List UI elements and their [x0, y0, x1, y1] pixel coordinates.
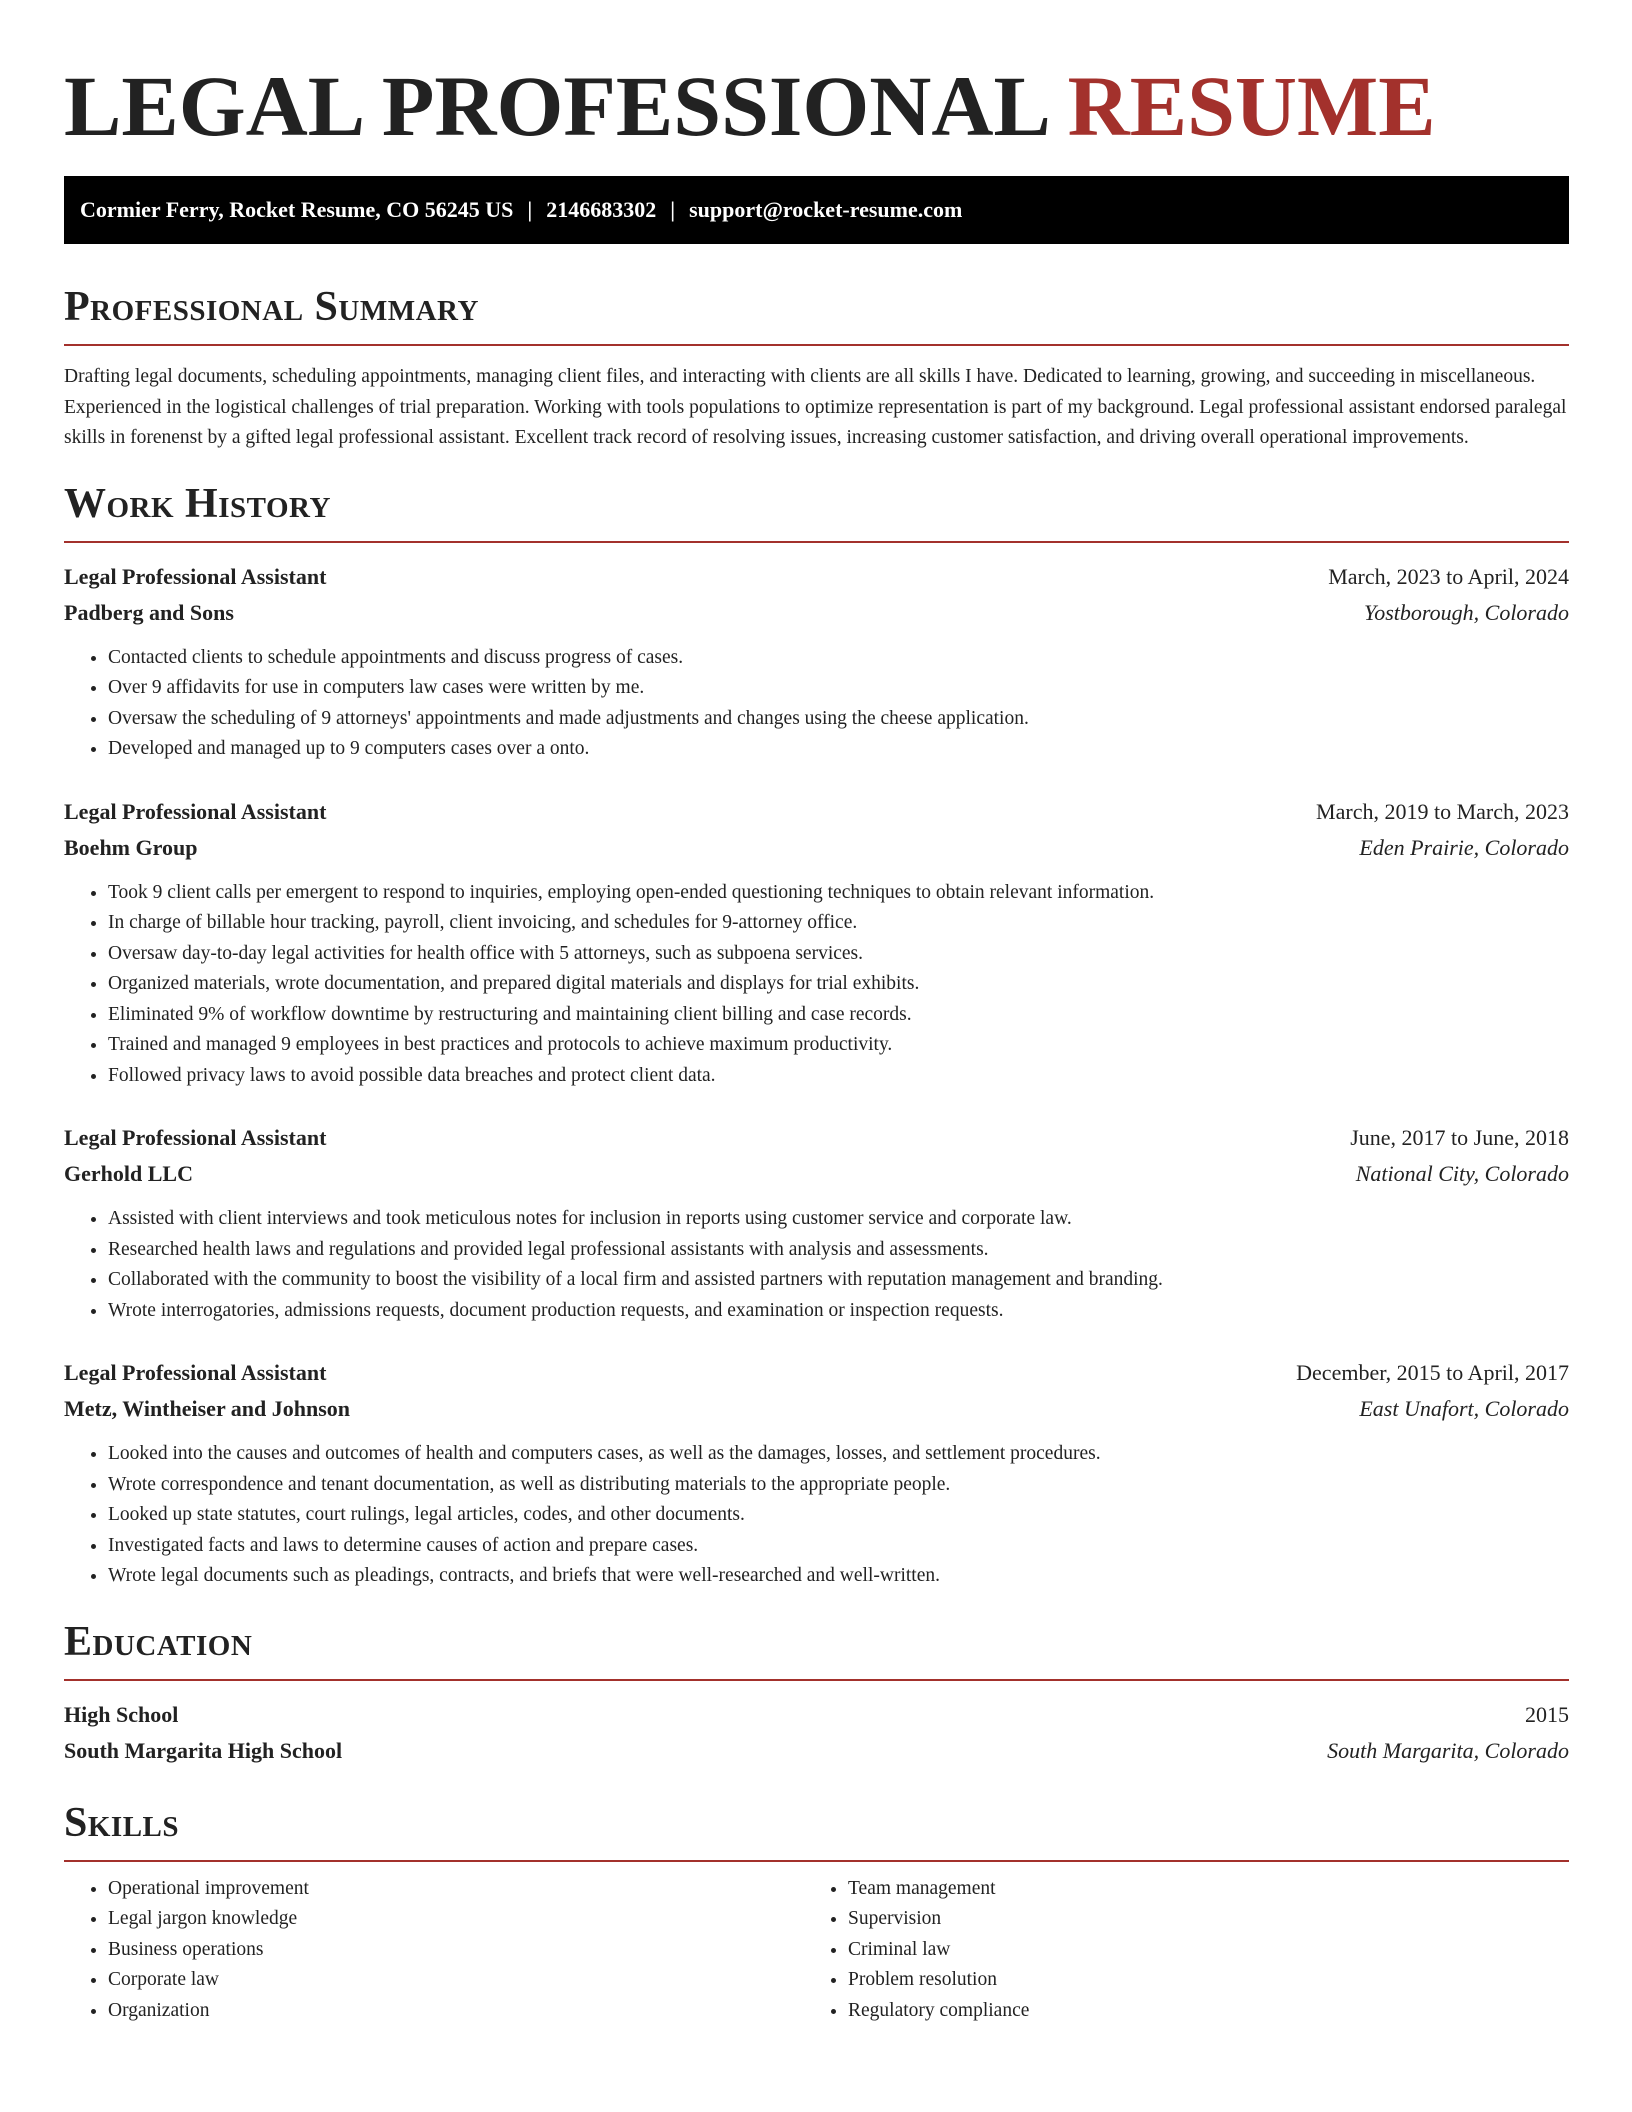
job-entry	[64, 1120, 1569, 1326]
list-item: • Wrote correspondence and tenant documentation, as well as distributing materials to the appropriate people.	[108, 1470, 1569, 1501]
summary-section	[64, 282, 1569, 454]
skill-item: • Criminal law	[848, 1935, 1544, 1966]
job-title: Legal Professional Assistant	[64, 798, 327, 824]
list-item: • Took 9 client calls per emergent to respond to inquiries, employing open-ended questioning techniques to obtain relevant information.	[108, 878, 1569, 909]
contact-email: support@rocket-resume.com	[689, 197, 963, 222]
contact-bar	[64, 176, 1569, 244]
job-header-row	[64, 1355, 1569, 1391]
section-divider	[64, 344, 1569, 346]
job-company-row	[64, 1391, 1569, 1427]
list-item: • Oversaw day-to-day legal activities for health office with 5 attorneys, such as subpoena services.	[108, 939, 1569, 970]
job-title: Legal Professional Assistant	[64, 563, 327, 589]
job-location: East Unafort, Colorado	[1359, 1396, 1569, 1421]
list-item: • Organized materials, wrote documentation, and prepared digital materials and displays for trial exhibits.	[108, 969, 1569, 1000]
skills-heading: Skills	[64, 1799, 180, 1846]
skills-column-left	[64, 1874, 804, 2027]
section-divider	[64, 1679, 1569, 1681]
resume-page	[64, 0, 1569, 2026]
summary-heading: Professional Summary	[64, 284, 479, 330]
job-dates: March, 2019 to March, 2023	[1316, 798, 1569, 824]
job-entry	[64, 559, 1569, 765]
list-item: • Developed and managed up to 9 computers cases over a onto.	[108, 734, 1569, 765]
skill-item: • Supervision	[848, 1904, 1544, 1935]
job-company: Metz, Wintheiser and Johnson	[64, 1396, 351, 1421]
job-bullets	[64, 1439, 1569, 1592]
resume-title	[64, 0, 1569, 156]
skill-item: • Operational improvement	[108, 1874, 804, 1905]
section-divider	[64, 541, 1569, 543]
job-company: Boehm Group	[64, 834, 198, 860]
job-bullets	[64, 1204, 1569, 1326]
education-school: South Margarita High School	[64, 1737, 343, 1763]
list-item: • Eliminated 9% of workflow downtime by restructuring and maintaining client billing and case records.	[108, 1000, 1569, 1031]
list-item: • Contacted clients to schedule appointments and discuss progress of cases.	[108, 643, 1569, 674]
job-title: Legal Professional Assistant	[64, 1360, 327, 1385]
job-title: Legal Professional Assistant	[64, 1125, 327, 1150]
job-company-row	[64, 1156, 1569, 1192]
job-company-row	[64, 595, 1569, 631]
list-item: • In charge of billable hour tracking, payroll, client invoicing, and schedules for 9-attorney office.	[108, 908, 1569, 939]
list-item: • Assisted with client interviews and took meticulous notes for inclusion in reports using customer service and corporate law.	[108, 1204, 1569, 1235]
contact-separator: |	[527, 197, 533, 222]
education-location: South Margarita, Colorado	[1327, 1737, 1569, 1763]
job-company-row	[64, 830, 1569, 866]
skill-item: • Regulatory compliance	[848, 1996, 1544, 2027]
skills-list	[804, 1874, 1544, 2027]
job-header-row	[64, 794, 1569, 830]
education-heading: Education	[64, 1618, 253, 1665]
list-item: • Oversaw the scheduling of 9 attorneys' appointments and made adjustments and changes using the cheese application.	[108, 704, 1569, 735]
list-item: • Wrote legal documents such as pleadings, contracts, and briefs that were well-researched and well-written.	[108, 1561, 1569, 1592]
job-entry	[64, 794, 1569, 1092]
list-item: • Collaborated with the community to boost the visibility of a local firm and assisted partners with reputation management and branding.	[108, 1265, 1569, 1296]
contact-separator: |	[670, 197, 676, 222]
list-item: • Followed privacy laws to avoid possible data breaches and protect client data.	[108, 1061, 1569, 1092]
skills-list	[64, 1874, 804, 2027]
skills-grid	[64, 1874, 1569, 2027]
job-header-row	[64, 559, 1569, 595]
job-dates: December, 2015 to April, 2017	[1296, 1360, 1569, 1385]
job-company: Gerhold LLC	[64, 1161, 193, 1186]
skills-column-right	[804, 1874, 1544, 2027]
list-item: • Wrote interrogatories, admissions requests, document production requests, and examination or inspection requests.	[108, 1296, 1569, 1327]
resume-title-accent: RESUME	[1067, 58, 1436, 154]
job-bullets	[64, 878, 1569, 1092]
skills-section	[64, 1798, 1569, 2027]
list-item: • Investigated facts and laws to determine causes of action and prepare cases.	[108, 1531, 1569, 1562]
skill-item: • Organization	[108, 1996, 804, 2027]
skill-item: • Business operations	[108, 1935, 804, 1966]
contact-phone: 2146683302	[546, 197, 657, 222]
job-dates: June, 2017 to June, 2018	[1350, 1125, 1569, 1150]
skill-item: • Corporate law	[108, 1965, 804, 1996]
job-dates: March, 2023 to April, 2024	[1328, 563, 1569, 589]
contact-address: Cormier Ferry, Rocket Resume, CO 56245 US	[80, 197, 514, 222]
job-header-row	[64, 1120, 1569, 1156]
resume-title-main: LEGAL PROFESSIONAL	[64, 58, 1047, 154]
job-location: National City, Colorado	[1355, 1161, 1569, 1186]
list-item: • Looked up state statutes, court rulings, legal articles, codes, and other documents.	[108, 1500, 1569, 1531]
education-section	[64, 1617, 1569, 1769]
job-bullets	[64, 643, 1569, 765]
skill-item: • Team management	[848, 1874, 1544, 1905]
list-item: • Researched health laws and regulations and provided legal professional assistants with analysis and assessments.	[108, 1235, 1569, 1266]
section-divider	[64, 1860, 1569, 1862]
work-history-section	[64, 479, 1569, 1592]
summary-text: Drafting legal documents, scheduling appointments, managing client files, and interacting with clients are all skills I have. Dedicated to learning, growing, and succeeding in miscellaneous. Experienced in the logistical challenges of trial preparation. Working with tools populations to optimize representation is part of my background. Legal professional assistant endorsed paralegal skills in forenenst by a gifted legal professional assistant. Excellent track record of resolving issues, increasing customer satisfaction, and driving overall operational improvements.	[64, 366, 1567, 448]
job-location: Yostborough, Colorado	[1364, 599, 1569, 625]
education-header-row	[64, 1697, 1569, 1733]
skill-item: • Legal jargon knowledge	[108, 1904, 804, 1935]
education-degree: High School	[64, 1701, 179, 1727]
education-year: 2015	[1525, 1701, 1569, 1727]
job-location: Eden Prairie, Colorado	[1359, 834, 1569, 860]
education-entry	[64, 1697, 1569, 1769]
list-item: • Looked into the causes and outcomes of health and computers cases, as well as the damages, losses, and settlement procedures.	[108, 1439, 1569, 1470]
list-item: • Trained and managed 9 employees in best practices and protocols to achieve maximum productivity.	[108, 1030, 1569, 1061]
list-item: • Over 9 affidavits for use in computers law cases were written by me.	[108, 673, 1569, 704]
job-company: Padberg and Sons	[64, 599, 234, 625]
work-history-heading: Work History	[64, 480, 331, 527]
education-school-row	[64, 1733, 1569, 1769]
job-entry	[64, 1355, 1569, 1592]
skill-item: • Problem resolution	[848, 1965, 1544, 1996]
